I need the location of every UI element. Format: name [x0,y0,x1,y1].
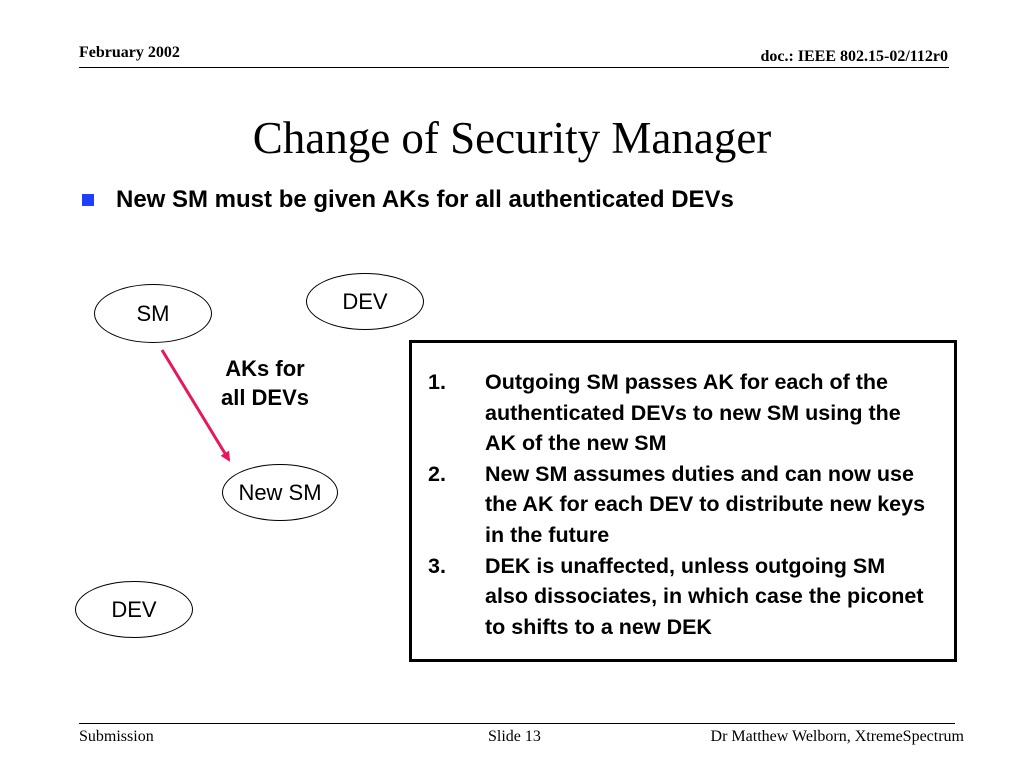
arrow-label-line2: all DEVs [220,385,310,410]
step-number: 3. [428,553,446,578]
step-item [428,367,930,459]
footer-divider [79,723,955,724]
step-number: 1. [428,370,446,394]
footer-submission: Submission [79,728,154,745]
header-doc-id: doc.: IEEE 802.15-02/112r0 [760,48,948,65]
step-text: Outgoing SM passes AK for each of the authenticated DEVs to new SM using the AK of the new SM [485,370,901,456]
step-text: DEK is unaffected, unless outgoing SM also dissociates, in which case the piconet to shifts to a new DEK [485,553,924,639]
slide-title: Change of Security Manager [252,113,772,163]
node-sm: SM [94,284,212,343]
steps-box [409,340,957,662]
bullet-text: New SM must be given AKs for all authenticated DEVs [116,186,734,213]
header-date: February 2002 [79,44,180,61]
step-item [428,551,930,643]
step-number: 2. [428,461,446,486]
footer-author: Dr Matthew Welborn, XtremeSpectrum [710,728,964,745]
step-item [428,459,930,551]
arrow-label-line1: AKs for [225,356,305,381]
node-new-sm: New SM [222,464,338,521]
node-dev-bottom: DEV [75,581,193,638]
steps-list [428,367,930,642]
node-dev-top: DEV [306,273,424,330]
footer-slide-number: Slide 13 [488,728,541,745]
step-text: New SM assumes duties and can now use the AK for each DEV to distribute new keys in the future [485,461,926,547]
arrow-label [205,354,325,412]
